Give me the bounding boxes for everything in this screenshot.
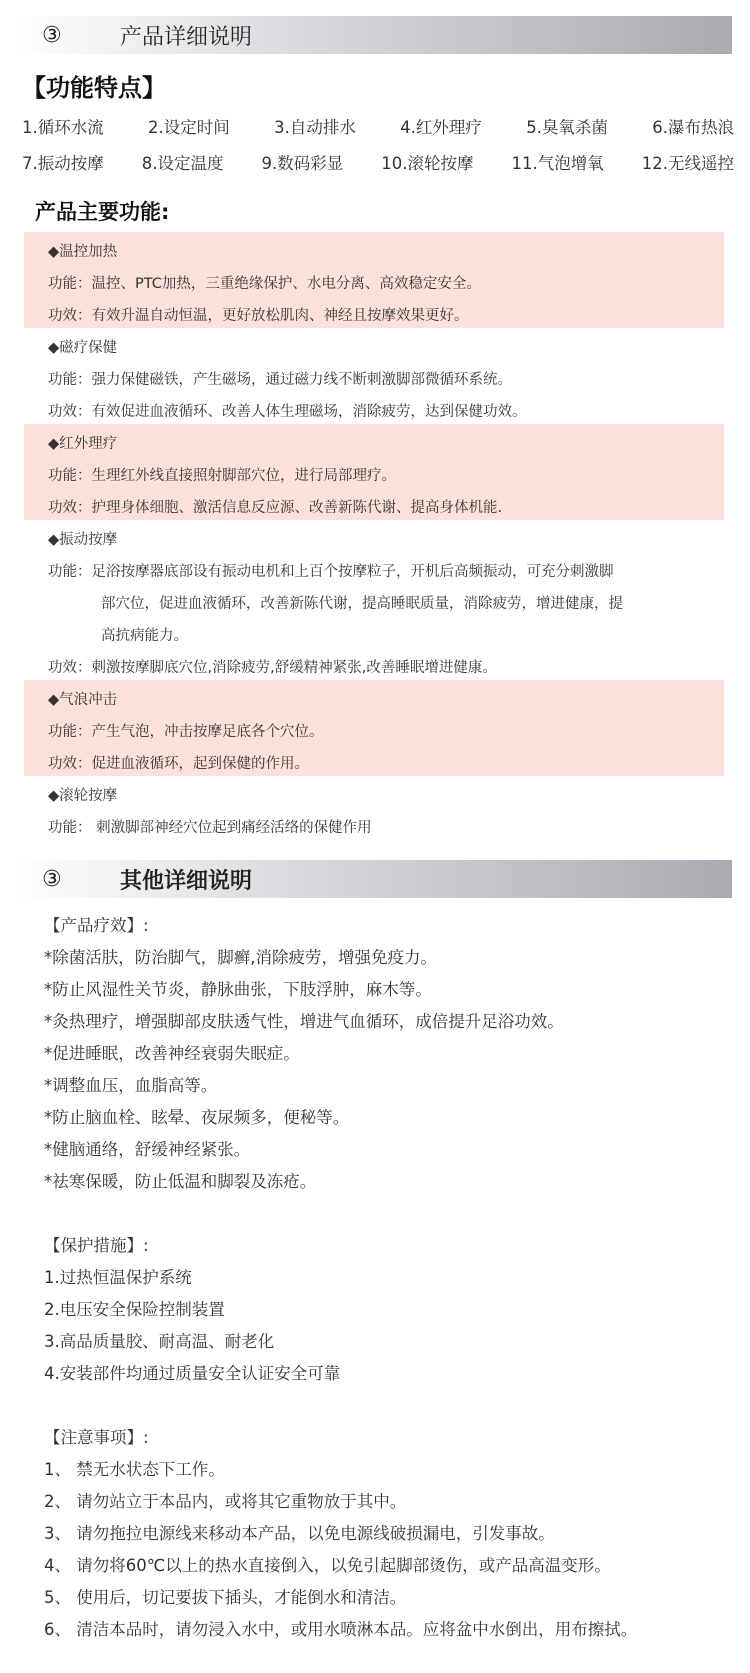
section-header-product-details xyxy=(16,16,732,54)
function-title: ◆滚轮按摩 xyxy=(48,788,118,804)
section-title: 产品详细说明 xyxy=(120,24,253,50)
section-title: 其他详细说明 xyxy=(120,868,253,894)
protection-item: 1.过热恒温保护系统 xyxy=(44,1268,192,1287)
feature-item: 9.数码彩显 xyxy=(261,154,344,173)
function-line: 功效：有效促进血液循环、改善人体生理磁场，消除疲劳，达到保健功效。 xyxy=(48,404,527,420)
feature-item: 2.设定时间 xyxy=(148,118,230,137)
function-line: 功效：有效升温自动恒温，更好放松肌肉、神经且按摩效果更好。 xyxy=(48,308,469,324)
feature-item: 11.气泡增氧 xyxy=(511,154,604,173)
section-number: ③ xyxy=(42,22,62,48)
function-line: 功能：生理红外线直接照射脚部穴位，进行局部理疗。 xyxy=(48,468,396,484)
notes-item: 3、 请勿拖拉电源线来移动本产品，以免电源线破损漏电，引发事故。 xyxy=(44,1524,555,1543)
section-number: ③ xyxy=(42,866,62,892)
protection-item: 3.高品质量胶、耐高温、耐老化 xyxy=(44,1332,275,1351)
protection-heading: 【保护措施】: xyxy=(44,1236,149,1255)
function-line: 部穴位，促进血液循环，改善新陈代谢，提高睡眠质量，消除疲劳，增进健康，提 xyxy=(101,596,623,612)
function-line: 功能：足浴按摩器底部设有振动电机和上百个按摩粒子，开机后高频振动，可充分刺激脚 xyxy=(48,564,614,580)
protection-item: 2.电压安全保险控制装置 xyxy=(44,1300,225,1319)
efficacy-item: *除菌活肤，防治脚气，脚癣,消除疲劳，增强免疫力。 xyxy=(44,948,437,967)
notes-item: 4、 请勿将60℃以上的热水直接倒入，以免引起脚部烫伤，或产品高温变形。 xyxy=(44,1556,611,1575)
features-row-1 xyxy=(22,114,734,138)
function-line: 功效：刺激按摩脚底穴位,消除疲劳,舒缓精神紧张,改善睡眠增进健康。 xyxy=(48,660,497,676)
function-line: 功能：温控、PTC加热，三重绝缘保护、水电分离、高效稳定安全。 xyxy=(48,276,481,292)
feature-item: 10.滚轮按摩 xyxy=(381,154,474,173)
function-line: 功能： 刺激脚部神经穴位起到痛经活络的保健作用 xyxy=(48,820,372,836)
feature-item: 5.臭氧杀菌 xyxy=(526,118,608,137)
efficacy-item: *促进睡眠，改善神经衰弱失眠症。 xyxy=(44,1044,300,1063)
function-title: ◆振动按摩 xyxy=(48,532,118,548)
feature-item: 4.红外理疗 xyxy=(400,118,482,137)
function-title: ◆温控加热 xyxy=(48,244,118,260)
features-row-2 xyxy=(22,150,734,174)
efficacy-heading: 【产品疗效】: xyxy=(44,916,149,935)
notes-item: 5、 使用后，切记要拔下插头，才能倒水和清洁。 xyxy=(44,1588,407,1607)
function-line: 高抗病能力。 xyxy=(101,628,188,644)
efficacy-item: *健脑通络，舒缓神经紧张。 xyxy=(44,1140,251,1159)
function-line: 功能：强力保健磁铁，产生磁场，通过磁力线不断刺激脚部微循环系统。 xyxy=(48,372,512,388)
notes-item: 6、 清洁本品时，请勿浸入水中，或用水喷淋本品。应将盆中水倒出，用布擦拭。 xyxy=(44,1620,638,1639)
function-line: 功效：促进血液循环，起到保健的作用。 xyxy=(48,756,309,772)
feature-item: 1.循环水流 xyxy=(22,118,104,137)
efficacy-item: *防止风湿性关节炎，静脉曲张，下肢浮肿，麻木等。 xyxy=(44,980,432,999)
features-heading: 【功能特点】 xyxy=(22,74,166,102)
efficacy-item: *调整血压，血脂高等。 xyxy=(44,1076,218,1095)
notes-heading: 【注意事项】: xyxy=(44,1428,149,1447)
feature-item: 7.振动按摩 xyxy=(22,154,104,173)
feature-item: 3.自动排水 xyxy=(274,118,356,137)
notes-item: 1、 禁无水状态下工作。 xyxy=(44,1460,225,1479)
notes-item: 2、 请勿站立于本品内，或将其它重物放于其中。 xyxy=(44,1492,407,1511)
main-functions-heading: 产品主要功能: xyxy=(35,200,170,224)
function-line: 功能：产生气泡，冲击按摩足底各个穴位。 xyxy=(48,724,324,740)
function-line: 功效：护理身体细胞、激活信息反应源、改善新陈代谢、提高身体机能. xyxy=(48,500,503,516)
protection-item: 4.安装部件均通过质量安全认证安全可靠 xyxy=(44,1364,341,1383)
efficacy-item: *灸热理疗，增强脚部皮肤透气性，增进气血循环，成倍提升足浴功效。 xyxy=(44,1012,564,1031)
feature-item: 8.设定温度 xyxy=(141,154,224,173)
efficacy-item: *防止脑血栓、眩晕、夜尿频多，便秘等。 xyxy=(44,1108,350,1127)
efficacy-item: *祛寒保暖，防止低温和脚裂及冻疮。 xyxy=(44,1172,317,1191)
feature-item: 6.瀑布热浪 xyxy=(652,118,734,137)
feature-item: 12.无线遥控 xyxy=(641,154,734,173)
section-header-other-details xyxy=(16,860,732,898)
function-title: ◆磁疗保健 xyxy=(48,340,118,356)
function-title: ◆红外理疗 xyxy=(48,436,118,452)
function-title: ◆气浪冲击 xyxy=(48,692,118,708)
